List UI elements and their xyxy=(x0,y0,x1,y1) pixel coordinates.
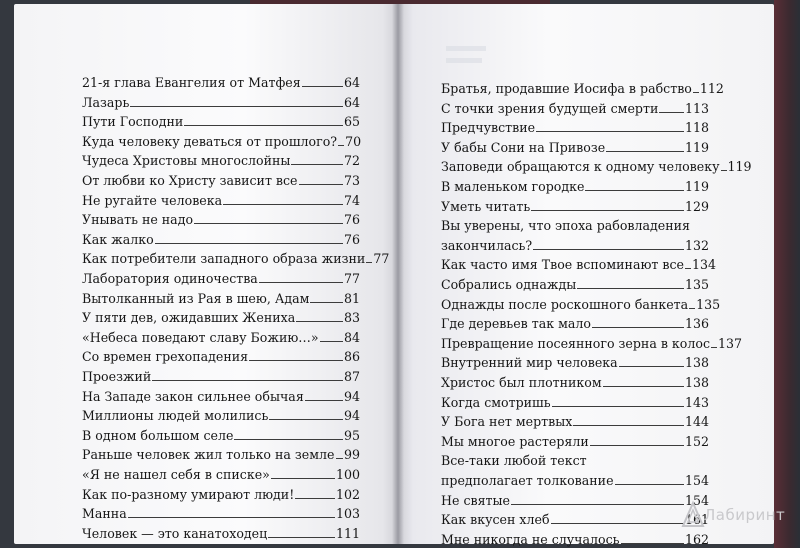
toc-entry-page: 84 xyxy=(343,329,360,345)
toc-entry-title: От любви ко Христу зависит все xyxy=(82,173,298,188)
leader-line xyxy=(320,340,343,342)
leader-line xyxy=(693,91,699,93)
toc-entry-page: 119 xyxy=(684,139,709,155)
toc-entry-page: 119 xyxy=(684,179,709,194)
toc-entry-page: 138 xyxy=(684,375,709,390)
toc-entry xyxy=(82,153,360,168)
toc-entry xyxy=(82,134,360,149)
toc-entry xyxy=(441,493,709,508)
leader-line xyxy=(536,130,684,132)
toc-entry xyxy=(441,434,709,449)
toc-entry xyxy=(82,251,390,267)
toc-entry xyxy=(82,506,360,521)
leader-line xyxy=(366,261,372,263)
toc-entry xyxy=(441,453,709,488)
toc-entry-page: 134 xyxy=(691,257,717,273)
leader-line xyxy=(152,379,343,381)
toc-entry xyxy=(441,140,709,155)
toc-entry-title: Чудеса Христовы многослойны xyxy=(82,153,291,169)
toc-entry xyxy=(82,349,360,364)
toc-entry-page: 64 xyxy=(343,94,360,110)
toc-entry-title: «Я не нашел себя в списке» xyxy=(82,467,270,482)
leader-line xyxy=(128,516,335,518)
toc-entry xyxy=(82,114,360,129)
toc-entry xyxy=(82,467,360,482)
toc-entry-page: 136 xyxy=(684,316,709,332)
toc-entry xyxy=(82,310,360,325)
toc-entry-title: Не святые xyxy=(441,492,510,508)
toc-entry-title: С точки зрения будущей смерти xyxy=(441,100,659,116)
toc-entry-title: 21-я глава Евангелия от Матфея xyxy=(82,75,301,90)
toc-entry-title: Собрались однажды xyxy=(441,277,577,292)
leader-line xyxy=(302,85,343,87)
toc-entry-page: 118 xyxy=(684,120,709,136)
toc-entry-title: «Небеса поведают славу Божию…» xyxy=(82,329,319,345)
toc-entry-page: 70 xyxy=(345,133,362,149)
toc-entry-title: Человек — это канатоходец xyxy=(82,525,268,541)
toc-entry-title: Со времен грехопадения xyxy=(82,349,249,365)
leader-line xyxy=(305,399,343,401)
toc-entry-title: Заповеди обращаются к одному человеку xyxy=(441,159,720,175)
toc-entry-title: Однажды после роскошного банкета xyxy=(441,296,689,312)
leader-line xyxy=(659,111,684,113)
toc-entry-title: Все-таки любой текст xyxy=(441,453,587,469)
toc-entry xyxy=(441,512,709,527)
toc-entry xyxy=(441,277,709,292)
toc-entry-page: 119 xyxy=(727,159,752,175)
toc-entry xyxy=(82,389,360,404)
toc-entry xyxy=(82,428,360,443)
leader-line xyxy=(577,287,684,289)
toc-entry-title: Когда смотришь xyxy=(441,394,551,410)
toc-entry-title: Вы уверены, что эпоха рабовладения xyxy=(441,218,690,234)
toc-entry-page: 87 xyxy=(343,369,360,384)
toc-entry-title: В одном большом селе xyxy=(82,427,234,443)
leader-line xyxy=(296,320,343,322)
toc-entry-title: Как потребители западного образа жизни xyxy=(82,251,366,267)
leader-line xyxy=(223,203,343,205)
toc-entry-title: Предчувствие xyxy=(441,120,536,136)
toc-entry xyxy=(82,526,360,541)
toc-entry xyxy=(441,532,709,547)
toc-entry xyxy=(82,447,360,462)
leader-line xyxy=(621,542,684,544)
leader-line xyxy=(689,307,695,309)
toc-entry-page: 112 xyxy=(699,81,724,96)
leader-line xyxy=(533,248,684,250)
left-page xyxy=(14,4,398,544)
toc-entry xyxy=(441,257,717,273)
leader-line xyxy=(310,301,343,303)
toc-entry xyxy=(441,101,709,116)
toc-entry-page: 64 xyxy=(343,75,360,90)
toc-entry-page: 76 xyxy=(343,212,360,228)
toc-entry-title: Лазарь xyxy=(82,94,130,110)
toc-entry-title: Братья, продавшие Иосифа в рабство xyxy=(441,81,692,96)
toc-entry-page: 135 xyxy=(684,277,709,292)
toc-entry-title: Как часто имя Твое вспоминают все xyxy=(441,257,684,273)
toc-entry-title: Мне никогда не случалось xyxy=(441,531,620,547)
leader-line xyxy=(184,124,343,126)
toc-entry-title: Внутренний мир человека xyxy=(441,355,618,371)
toc-entry-page: 143 xyxy=(684,394,709,410)
leader-line xyxy=(615,483,684,485)
toc-entry xyxy=(82,369,360,384)
leader-line xyxy=(573,424,684,426)
leader-line xyxy=(295,497,335,499)
toc-entry-title: На Западе закон сильнее обычая xyxy=(82,388,304,404)
toc-entry-page: 132 xyxy=(684,237,709,253)
toc-entry-page: 103 xyxy=(335,506,360,522)
toc-entry-title: У бабы Сони на Привозе xyxy=(441,139,606,155)
toc-entry xyxy=(82,271,360,286)
toc-entry xyxy=(441,199,709,214)
toc-entry xyxy=(441,335,743,351)
leader-line xyxy=(268,536,335,538)
toc-entry xyxy=(82,408,360,423)
toc-entry-page: 99 xyxy=(343,447,360,463)
leader-line xyxy=(299,183,343,185)
toc-entry xyxy=(82,212,360,227)
leader-line xyxy=(592,326,684,328)
toc-entry xyxy=(441,159,752,175)
toc-entry-page: 81 xyxy=(343,290,360,306)
toc-entry-title: Христос был плотником xyxy=(441,375,602,390)
toc-entry xyxy=(441,120,709,135)
bleed-through-text xyxy=(446,42,706,72)
toc-entry-title: Как по-разному умирают люди! xyxy=(82,486,295,502)
toc-entry-page: 65 xyxy=(343,114,360,130)
toc-entry-title: В маленьком городке xyxy=(441,179,585,194)
book-gutter xyxy=(392,4,404,544)
leader-line xyxy=(155,242,343,244)
toc-entry xyxy=(441,375,709,390)
toc-entry-title: Пути Господни xyxy=(82,114,184,130)
toc-entry-page: 83 xyxy=(343,310,360,326)
leader-line xyxy=(291,163,343,165)
toc-entry xyxy=(82,75,360,90)
leader-line xyxy=(234,438,343,440)
toc-entry-page: 144 xyxy=(684,414,709,430)
toc-entry-page: 135 xyxy=(696,296,721,312)
toc-entry-title: Проезжий xyxy=(82,369,152,384)
leader-line xyxy=(606,150,684,152)
toc-entry-page: 161 xyxy=(684,512,709,528)
toc-entry xyxy=(82,193,360,208)
toc-entry-title-cont: предполагает толкование xyxy=(441,472,614,488)
toc-entry-title: Не ругайте человека xyxy=(82,192,223,208)
toc-entry-page: 154 xyxy=(684,492,709,508)
right-page xyxy=(398,4,774,547)
leader-line xyxy=(585,189,684,191)
toc-entry xyxy=(441,355,709,370)
toc-entry-title: Манна xyxy=(82,506,127,522)
toc-entry-page: 113 xyxy=(684,100,709,116)
toc-entry-page: 102 xyxy=(335,486,360,502)
toc-entry-page: 137 xyxy=(718,335,743,351)
toc-entry-page: 100 xyxy=(335,467,360,482)
toc-entry-page: 95 xyxy=(343,427,360,443)
toc-entry xyxy=(82,95,360,110)
toc-entry xyxy=(82,330,360,345)
toc-entry-page: 94 xyxy=(343,408,360,424)
leader-line xyxy=(338,144,344,146)
toc-entry-page: 77 xyxy=(343,271,360,286)
leader-line xyxy=(194,222,343,224)
labirint-icon xyxy=(682,502,704,528)
toc-entry-title: Раньше человек жил только на земле xyxy=(82,447,335,463)
toc-entry xyxy=(441,296,721,312)
toc-entry-title: Как жалко xyxy=(82,231,154,247)
leader-line xyxy=(249,359,343,361)
toc-entry xyxy=(441,179,709,194)
toc-entry-title: У Бога нет мертвых xyxy=(441,414,573,430)
leader-line xyxy=(552,405,684,407)
toc-entry-page: 154 xyxy=(684,472,709,488)
leader-line xyxy=(130,105,343,107)
toc-entry-title: Унывать не надо xyxy=(82,212,194,228)
leader-line xyxy=(590,444,684,446)
watermark-logo xyxy=(682,500,786,530)
toc-entry-title: У пяти дев, ожидавших Жениха xyxy=(82,310,296,326)
toc-entry-title: Вытолканный из Рая в шею, Адам xyxy=(82,290,310,306)
toc-entry-title: Превращение посеянного зерна в колос xyxy=(441,335,711,351)
toc-entry-page: 111 xyxy=(335,525,360,541)
toc-entry xyxy=(82,487,360,502)
toc-entry-page: 152 xyxy=(684,433,709,449)
leader-line xyxy=(336,457,343,459)
toc-entry-page: 138 xyxy=(684,355,709,371)
toc-entry-page: 76 xyxy=(343,231,360,247)
toc-entry-title: Лаборатория одиночества xyxy=(82,271,258,286)
leader-line xyxy=(603,385,684,387)
leader-line xyxy=(551,522,684,524)
toc-entry-page: 86 xyxy=(343,349,360,365)
toc-entry xyxy=(441,218,709,253)
leader-line xyxy=(685,267,691,269)
toc-entry xyxy=(441,414,709,429)
toc-entry-title: Где деревьев так мало xyxy=(441,316,591,332)
toc-entry-title: Мы многое растеряли xyxy=(441,433,589,449)
toc-entry xyxy=(441,81,724,96)
toc-entry-page: 74 xyxy=(343,192,360,208)
leader-line xyxy=(619,365,684,367)
toc-entry-page: 162 xyxy=(684,531,709,547)
watermark-text: Лабиринт xyxy=(704,506,786,524)
toc-entry xyxy=(82,232,360,247)
toc-entry xyxy=(82,173,360,188)
leader-line xyxy=(269,418,343,420)
toc-entry xyxy=(82,291,360,306)
toc-entry-page: 73 xyxy=(343,173,360,188)
leader-line xyxy=(531,209,684,211)
toc-entry-page: 77 xyxy=(373,251,390,267)
toc-entry-title: Куда человеку деваться от прошлого? xyxy=(82,133,338,149)
toc-entry-page: 72 xyxy=(343,153,360,169)
leader-line xyxy=(259,281,343,283)
leader-line xyxy=(721,169,727,171)
leader-line xyxy=(271,477,335,479)
toc-entry xyxy=(441,316,709,331)
toc-entry-page: 129 xyxy=(684,198,709,214)
leader-line xyxy=(711,346,717,348)
toc-entry-title: Миллионы людей молились xyxy=(82,408,269,424)
toc-entry-title: Как вкусен хлеб xyxy=(441,512,550,528)
toc-entry-title: Уметь читать xyxy=(441,198,531,214)
toc-entry-page: 94 xyxy=(343,388,360,404)
book-cover-edge xyxy=(774,0,800,548)
toc-entry xyxy=(441,395,709,410)
toc-entry-title-cont: закончилась? xyxy=(441,237,533,253)
leader-line xyxy=(511,503,684,505)
